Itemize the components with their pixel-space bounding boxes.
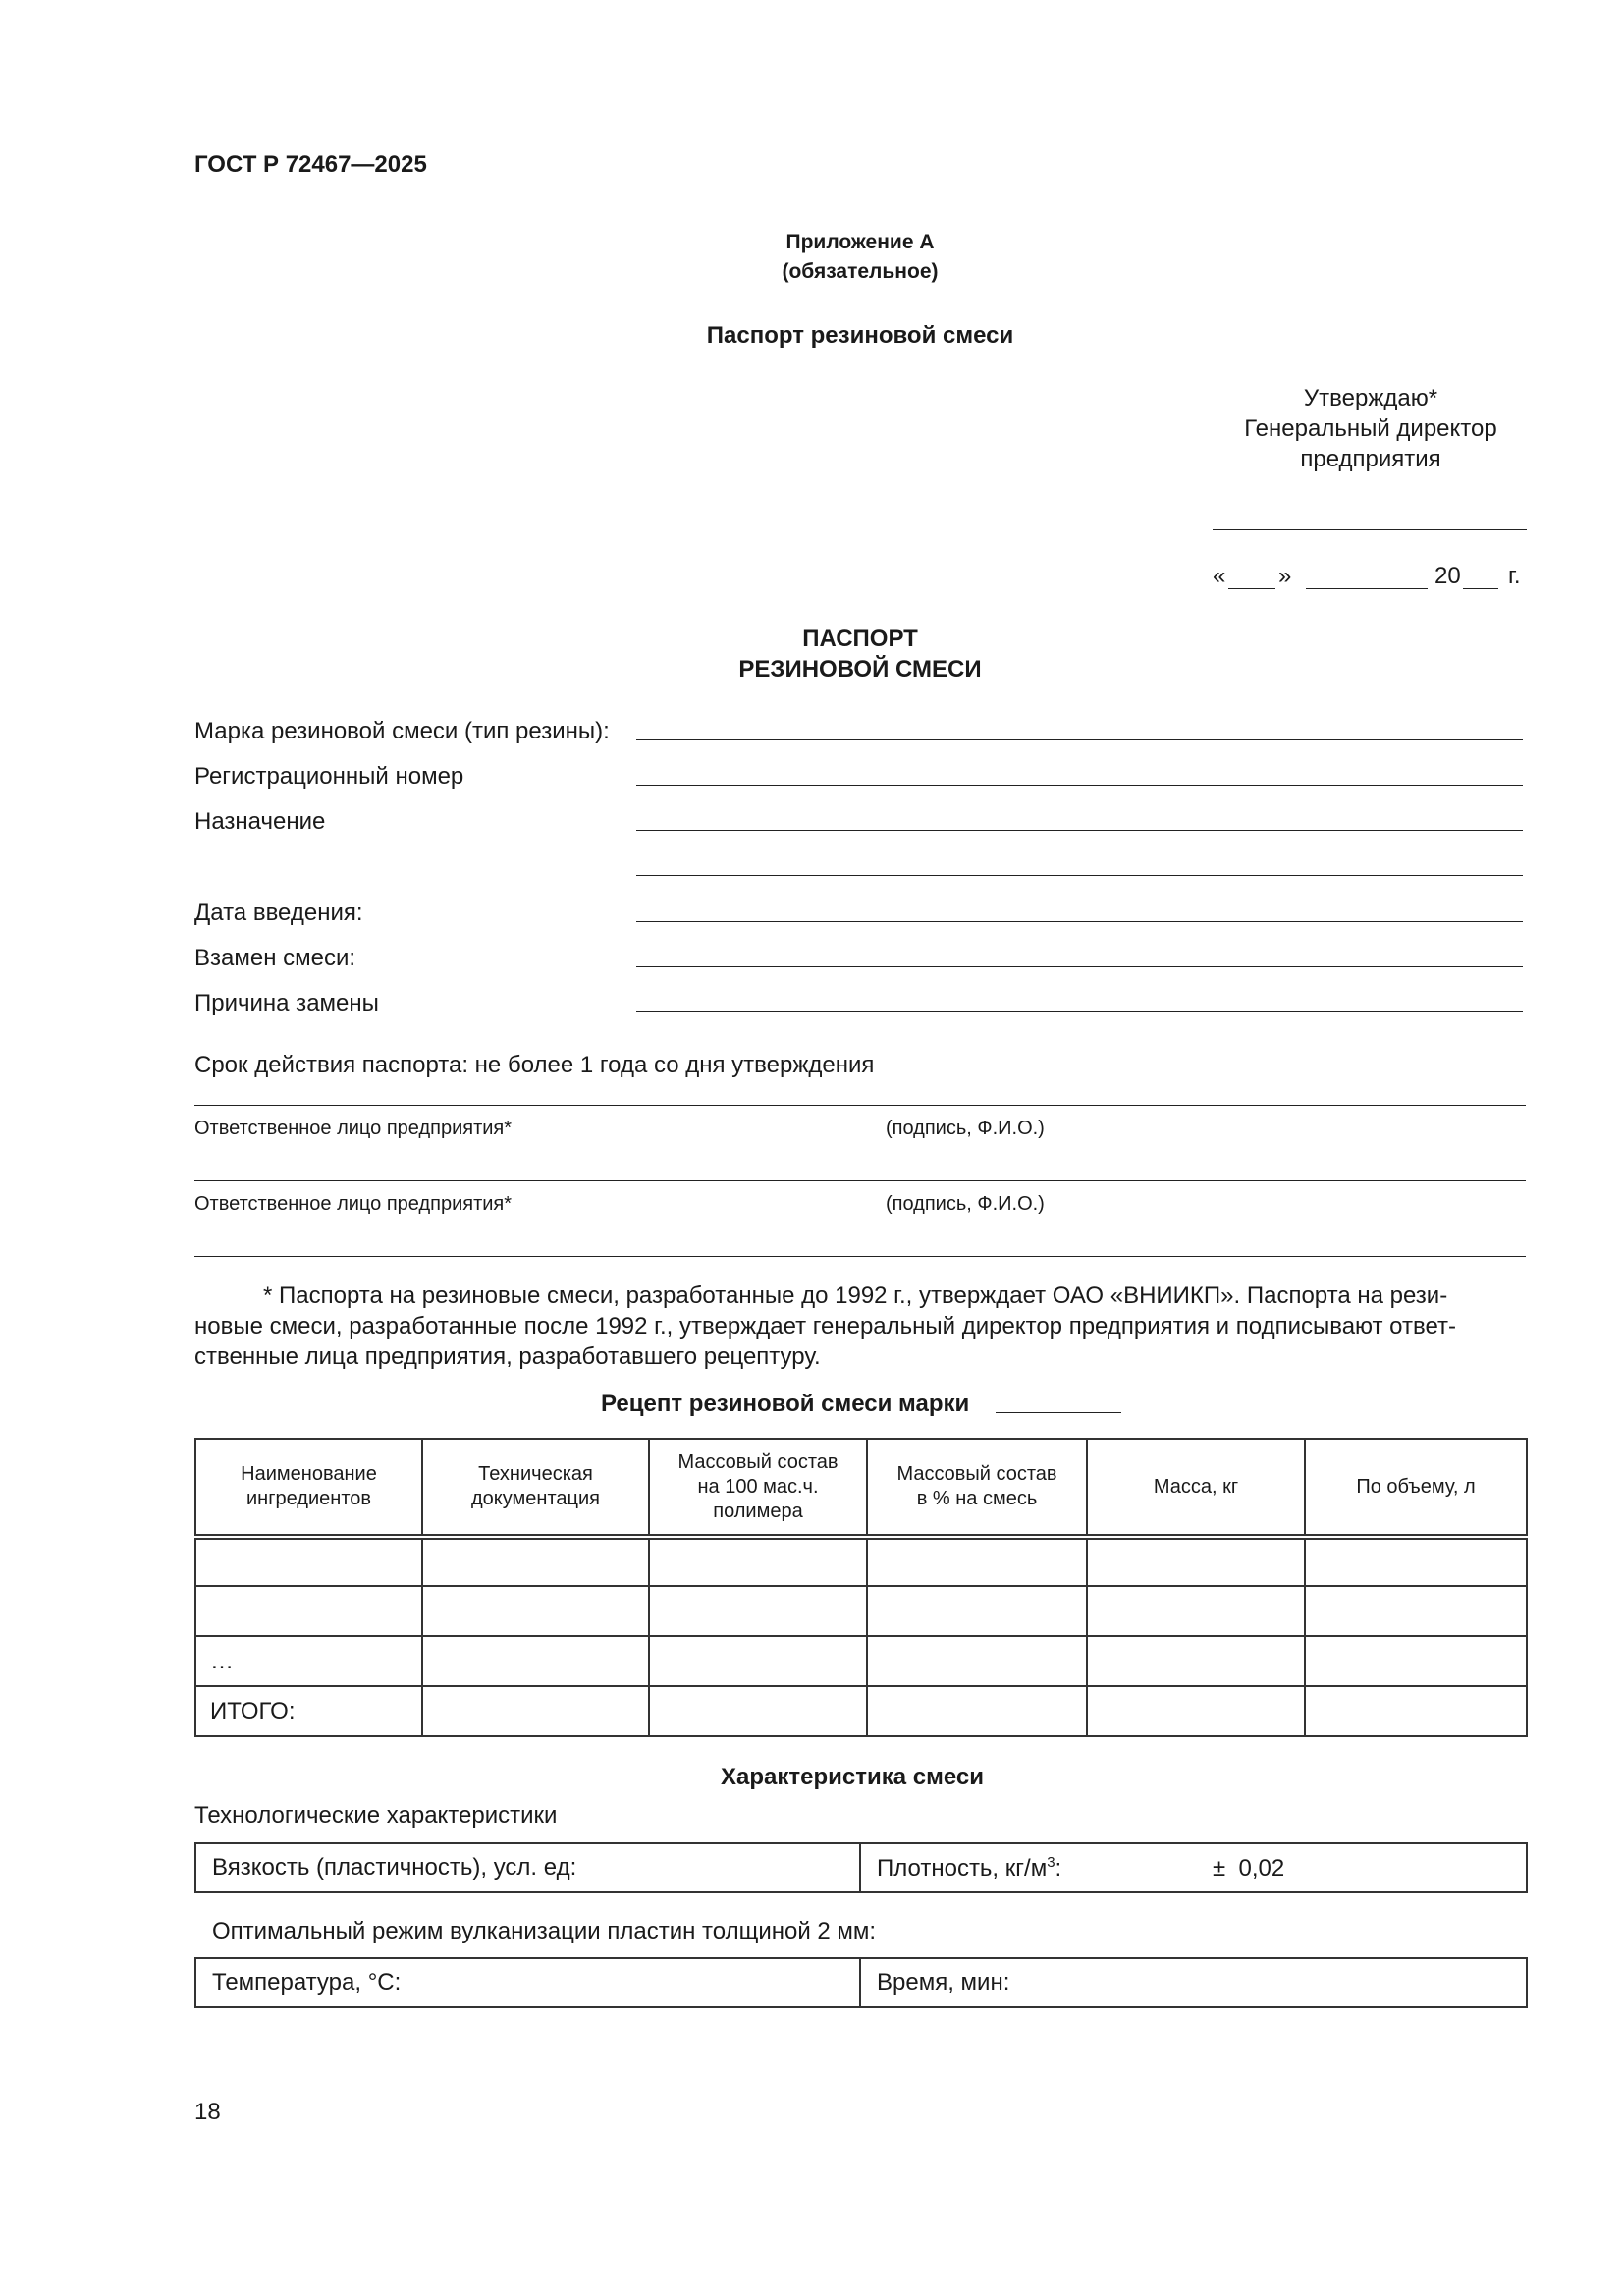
- temperature-label: Температура, °С:: [212, 1969, 402, 1995]
- time-cell[interactable]: [860, 1958, 1527, 2007]
- recipe-table: [194, 1438, 1528, 1737]
- table-cell[interactable]: [422, 1586, 649, 1636]
- table-cell[interactable]: [867, 1636, 1087, 1686]
- validity-text: Срок действия паспорта: не более 1 года со дня утверждения: [194, 1052, 875, 1078]
- passport-title-1: ПАСПОРТ: [802, 626, 918, 652]
- date-year-suffix: г.: [1508, 563, 1521, 589]
- table-cell[interactable]: [649, 1636, 867, 1686]
- vulcanization-label: Оптимальный режим вулканизации пластин толщиной 2 мм:: [212, 1918, 877, 1944]
- field-replaces-line[interactable]: [636, 966, 1523, 967]
- date-year-blank[interactable]: [1463, 588, 1498, 589]
- table-cell[interactable]: [1087, 1686, 1305, 1736]
- appendix-title: Приложение А: [785, 231, 935, 253]
- date-month-blank[interactable]: [1306, 588, 1428, 589]
- field-purpose-label: Назначение: [194, 808, 326, 835]
- field-date-intro-label: Дата введения:: [194, 900, 363, 926]
- table-cell[interactable]: [422, 1686, 649, 1736]
- table-cell[interactable]: [422, 1636, 649, 1686]
- approval-signature-line[interactable]: [1213, 529, 1527, 530]
- table-cell[interactable]: [649, 1686, 867, 1736]
- table-cell[interactable]: [1305, 1586, 1527, 1636]
- field-purpose-line[interactable]: [636, 830, 1523, 831]
- passport-title-2: РЕЗИНОВОЙ СМЕСИ: [738, 656, 982, 683]
- field-date-intro-line[interactable]: [636, 921, 1523, 922]
- density-label: Плотность, $кг/м^3$:: [877, 1853, 1062, 1882]
- table-cell[interactable]: [1087, 1636, 1305, 1686]
- footnote-line-2: новые смеси, разработанные после 1992 г., утверждает генеральный директор предприятия и подписывают ответ-: [194, 1313, 1457, 1339]
- field-mark-label: Марка резиновой смеси (тип резины):: [194, 718, 610, 744]
- vulcanization-table: [194, 1957, 1528, 2008]
- time-label: Время, мин:: [877, 1969, 1010, 1995]
- table-cell[interactable]: [1305, 1686, 1527, 1736]
- recipe-header-mass-kg: Масса, кг: [1087, 1439, 1305, 1535]
- approval-line-3: предприятия: [1300, 446, 1441, 472]
- recipe-header-row: [195, 1439, 1527, 1535]
- field-mark-line[interactable]: [636, 739, 1523, 740]
- footnote-line-3: ственные лица предприятия, разработавшего рецептуру.: [194, 1343, 821, 1370]
- signature-hint-1: (подпись, Ф.И.О.): [886, 1118, 1045, 1139]
- table-cell[interactable]: [195, 1539, 422, 1586]
- field-reg-number-label: Регистрационный номер: [194, 763, 464, 790]
- field-reason-label: Причина замены: [194, 990, 379, 1016]
- temperature-cell[interactable]: [195, 1958, 860, 2007]
- table-cell[interactable]: [867, 1539, 1087, 1586]
- table-cell[interactable]: [1087, 1539, 1305, 1586]
- date-year-prefix: 20: [1434, 563, 1461, 589]
- field-reason-line[interactable]: [636, 1011, 1523, 1012]
- date-open-quote: «: [1213, 563, 1226, 589]
- recipe-header-mass-percent: Массовый состав в % на смесь: [867, 1439, 1087, 1535]
- density-cell[interactable]: [860, 1843, 1527, 1892]
- viscosity-cell[interactable]: [195, 1843, 860, 1892]
- density-tolerance: ± 0,02: [1213, 1855, 1285, 1882]
- table-cell[interactable]: [649, 1539, 867, 1586]
- signature-role-1: Ответственное лицо предприятия*: [194, 1118, 513, 1139]
- field-purpose-line-2[interactable]: [636, 875, 1523, 876]
- approval-line-1: Утверждаю*: [1303, 385, 1438, 411]
- table-row: [195, 1636, 1527, 1686]
- table-row: [195, 1539, 1527, 1586]
- table-cell[interactable]: [867, 1686, 1087, 1736]
- table-cell-total-label: ИТОГО:: [195, 1686, 422, 1736]
- table-row-total: [195, 1686, 1527, 1736]
- table-cell[interactable]: [1305, 1636, 1527, 1686]
- page-number: 18: [194, 2099, 221, 2125]
- tech-characteristics-table: [194, 1842, 1528, 1893]
- tech-characteristics-label: Технологические характеристики: [194, 1802, 558, 1829]
- table-row: [195, 1586, 1527, 1636]
- field-replaces-label: Взамен смеси:: [194, 945, 356, 971]
- table-cell[interactable]: [867, 1586, 1087, 1636]
- field-reg-number-line[interactable]: [636, 785, 1523, 786]
- table-cell[interactable]: [195, 1586, 422, 1636]
- signature-line-3[interactable]: [194, 1256, 1526, 1257]
- table-cell[interactable]: [422, 1539, 649, 1586]
- viscosity-label: Вязкость (пластичность), усл. ед:: [212, 1854, 577, 1881]
- signature-line-2[interactable]: [194, 1180, 1526, 1181]
- date-close-quote: »: [1278, 563, 1292, 589]
- recipe-header-mass-per-100: Массовый состав на 100 мас.ч. полимера: [649, 1439, 867, 1535]
- date-day-blank[interactable]: [1228, 588, 1275, 589]
- table-cell[interactable]: [649, 1586, 867, 1636]
- appendix-status: (обязательное): [782, 260, 939, 283]
- approval-line-2: Генеральный директор: [1244, 415, 1497, 442]
- signature-line-1[interactable]: [194, 1105, 1526, 1106]
- recipe-header-ingredients: Наименование ингредиентов: [195, 1439, 422, 1535]
- footnote-line-1: * Паспорта на резиновые смеси, разработанные до 1992 г., утверждает ОАО «ВНИИКП». Паспорта на рези-: [263, 1283, 1448, 1309]
- table-cell[interactable]: …: [195, 1636, 422, 1686]
- table-cell[interactable]: [1305, 1539, 1527, 1586]
- recipe-mark-blank[interactable]: [996, 1412, 1121, 1413]
- characteristics-title: Характеристика смеси: [721, 1764, 985, 1790]
- recipe-title: Рецепт резиновой смеси марки: [601, 1391, 970, 1417]
- standard-number: ГОСТ Р 72467—2025: [194, 151, 427, 178]
- recipe-header-volume-l: По объему, л: [1305, 1439, 1527, 1535]
- signature-hint-2: (подпись, Ф.И.О.): [886, 1193, 1045, 1215]
- document-title: Паспорт резиновой смеси: [706, 322, 1014, 349]
- signature-role-2: Ответственное лицо предприятия*: [194, 1193, 513, 1215]
- table-cell[interactable]: [1087, 1586, 1305, 1636]
- recipe-header-tech-docs: Техническая документация: [422, 1439, 649, 1535]
